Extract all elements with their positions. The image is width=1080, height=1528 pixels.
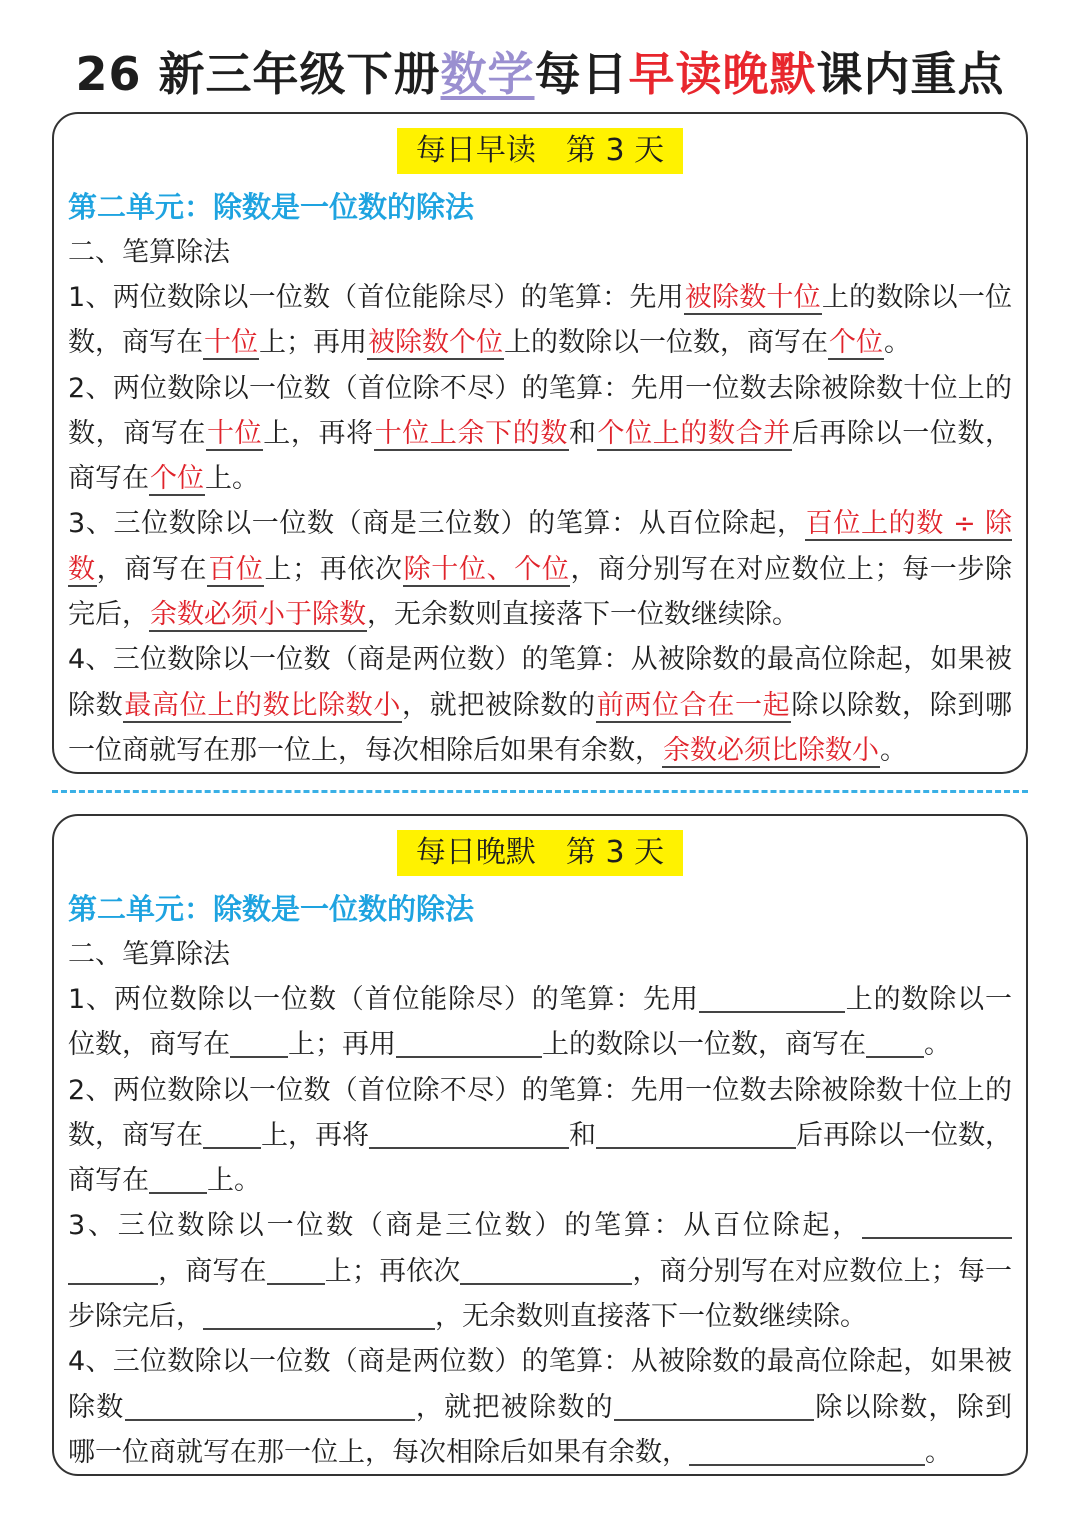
text: 上；再依次	[264, 553, 403, 585]
text: 1、两位数除以一位数（首位能除尽）的笔算：先用	[68, 282, 684, 313]
fill-blank[interactable]	[866, 1028, 924, 1058]
section-title: 二、笔算除法	[68, 939, 230, 970]
fill-blank[interactable]	[68, 1255, 158, 1285]
fill-blank[interactable]	[596, 1119, 796, 1149]
answer: 百位上的数 ÷ 除数	[68, 508, 1012, 585]
title-highlight: 早读晚默	[628, 47, 817, 101]
morning-card-header: 每日早读 第 3 天	[397, 128, 683, 174]
unit-title: 第二单元：除数是一位数的除法	[68, 892, 475, 926]
text: ，商分别写在对应数位上；每一步除完后，	[68, 553, 1013, 631]
fill-blank[interactable]	[267, 1255, 325, 1285]
title-mid: 每日	[534, 47, 629, 101]
answer: 被除数个位	[368, 327, 503, 359]
text: 上。	[207, 1165, 261, 1197]
text: 上；再依次	[324, 1255, 461, 1287]
answer: 除十位、个位	[403, 553, 570, 585]
fill-blank[interactable]	[203, 1300, 435, 1330]
title-suffix: 课内重点	[816, 47, 1005, 101]
unit-title: 第二单元：除数是一位数的除法	[68, 190, 475, 224]
answer: 被除数十位	[684, 282, 821, 313]
morning-reading-card	[52, 112, 1028, 774]
answer: 余数必须小于除数	[150, 599, 366, 631]
page-title	[0, 38, 1080, 104]
text: 4、三位数除以一位数（商是两位数）的笔算：从被除数的最高位除起，如果被除数	[68, 1346, 1012, 1423]
text: 上的数除以一位数，商写在	[542, 1029, 866, 1061]
text: 后再除以一位数，商写在	[68, 1119, 1012, 1197]
fill-blank[interactable]	[396, 1028, 542, 1058]
title-subject: 数学	[440, 47, 535, 101]
text: ，无余数则直接落下一位数继续除。	[367, 599, 799, 631]
text: 。	[925, 1436, 952, 1468]
point-2	[68, 1068, 1012, 1204]
point-1	[68, 275, 1012, 366]
text: 后再除以一位数，商写在	[68, 417, 1013, 495]
text: 2、两位数除以一位数（首位除不尽）的笔算：先用一位数去除被除数十位上的数，商写在	[68, 372, 1012, 449]
answer: 前两位合在一起	[596, 689, 791, 721]
answer: 个位上的数合并	[597, 417, 791, 449]
fill-blank[interactable]	[203, 1119, 261, 1149]
text: 上，再将	[261, 1119, 369, 1151]
text: 上，再将	[263, 417, 374, 449]
answer: 个位	[150, 463, 204, 495]
dashed-divider	[52, 790, 1028, 793]
fill-blank[interactable]	[689, 1436, 925, 1466]
point-3	[68, 1203, 1012, 1339]
fill-blank[interactable]	[149, 1164, 207, 1194]
fill-blank[interactable]	[230, 1028, 288, 1058]
text: ，就把被除数的	[402, 689, 596, 721]
answer: 十位上余下的数	[374, 417, 568, 449]
text: ，无余数则直接落下一位数继续除。	[435, 1301, 867, 1333]
answer: 百位	[208, 553, 264, 585]
text: 和	[568, 417, 597, 449]
title-prefix: 26 新三年级下册	[75, 47, 441, 101]
text: 4、三位数除以一位数（商是两位数）的笔算：从被除数的最高位除起，如果被除数	[68, 644, 1012, 721]
text: 上。	[205, 463, 259, 495]
point-4	[68, 637, 1012, 773]
answer: 最高位上的数比除数小	[124, 689, 402, 721]
text: ，就把被除数的	[414, 1391, 614, 1423]
text: 。	[880, 734, 907, 766]
evening-card-header: 每日晚默 第 3 天	[397, 830, 683, 876]
text: 上；再用	[288, 1029, 396, 1061]
text: 3、三位数除以一位数（商是三位数）的笔算：从百位除起，	[68, 508, 805, 540]
text: 除以除数，除到哪一位商就写在那一位上，每次相除后如果有余数，	[68, 689, 1013, 766]
point-3	[68, 501, 1012, 637]
answer: 十位	[204, 327, 258, 359]
fill-blank[interactable]	[460, 1255, 632, 1285]
answer: 个位	[829, 327, 883, 359]
text: 3、三位数除以一位数（商是三位数）的笔算：从百位除起，	[68, 1210, 862, 1242]
evening-recall-card	[52, 814, 1028, 1476]
text: 上；再用	[259, 327, 367, 359]
fill-blank[interactable]	[614, 1391, 814, 1421]
text: 除以除数，除到哪一位商就写在那一位上，每次相除后如果有余数，	[68, 1391, 1013, 1468]
fill-blank[interactable]	[125, 1391, 415, 1421]
text: 上的数除以一位数，商写在	[504, 327, 828, 359]
text: ，商分别写在对应数位上；每一步除完后，	[68, 1255, 1013, 1333]
text: 2、两位数除以一位数（首位除不尽）的笔算：先用一位数去除被除数十位上的数，商写在	[68, 1074, 1012, 1151]
text: 。	[924, 1029, 951, 1061]
point-4	[68, 1339, 1012, 1475]
text: 和	[569, 1119, 596, 1151]
text: ，商写在	[96, 553, 208, 585]
text: 上的数除以一位数，商写在	[68, 282, 1013, 359]
text: 。	[884, 327, 911, 359]
fill-blank[interactable]	[369, 1119, 569, 1149]
section-title: 二、笔算除法	[68, 237, 230, 268]
point-2	[68, 366, 1012, 502]
answer: 余数必须比除数小	[663, 734, 879, 766]
answer: 十位	[207, 417, 263, 449]
fill-blank[interactable]	[699, 983, 845, 1013]
text: 1、两位数除以一位数（首位能除尽）的笔算：先用	[68, 984, 699, 1015]
fill-blank[interactable]	[862, 1209, 1012, 1239]
point-1	[68, 977, 1012, 1068]
text: ，商写在	[158, 1255, 267, 1287]
text: 上的数除以一位数，商写在	[68, 984, 1012, 1061]
